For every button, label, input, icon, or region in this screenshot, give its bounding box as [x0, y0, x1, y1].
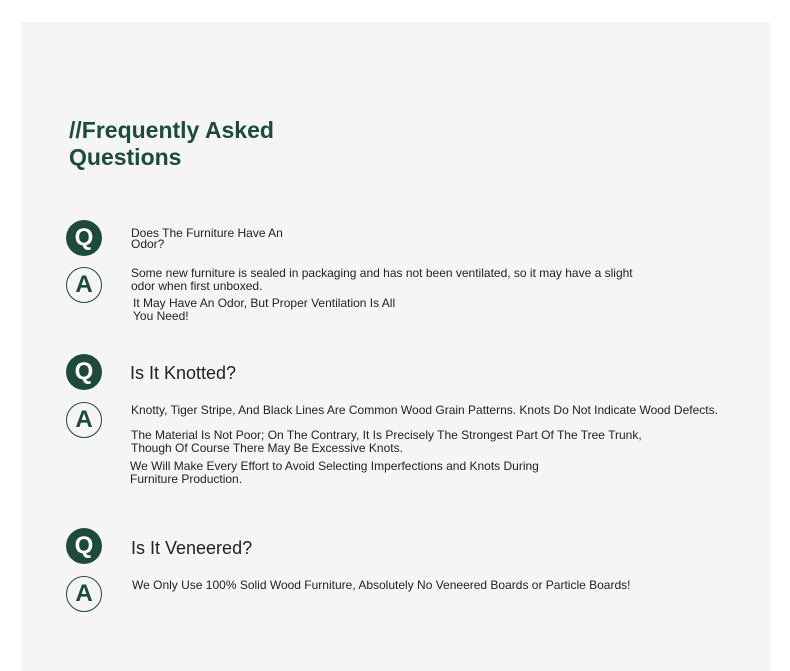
faq-question: Is It Knotted? — [130, 363, 237, 383]
faq-answer: Some new furniture is sealed in packaging and has not been ventilated, so it may have a slight odor when first unboxed. — [131, 266, 633, 293]
faq-answer: It May Have An Odor, But Proper Ventilation Is All You Need! — [133, 296, 396, 323]
answer-badge: A — [66, 402, 102, 438]
faq-panel — [21, 22, 770, 671]
faq-answer: The Material Is Not Poor; On The Contrary, It Is Precisely The Strongest Part Of The Tree Trunk, Though Of Course There May Be Excessive Knots. — [131, 428, 642, 455]
faq-answer: We Will Make Every Effort to Avoid Selecting Imperfections and Knots During Furniture Production. — [130, 459, 539, 486]
question-badge: Q — [66, 528, 102, 564]
answer-badge: A — [66, 576, 102, 612]
faq-answer: Knotty, Tiger Stripe, And Black Lines Are Common Wood Grain Patterns. Knots Do Not Indicate Wood Defects. — [131, 403, 718, 417]
faq-answer: We Only Use 100% Solid Wood Furniture, Absolutely No Veneered Boards or Particle Boards! — [132, 578, 631, 592]
faq-question: Is It Veneered? — [131, 538, 253, 558]
faq-title: //Frequently Asked Questions — [69, 117, 274, 170]
question-badge: Q — [66, 220, 102, 256]
question-badge: Q — [66, 354, 102, 390]
faq-question: Does The Furniture Have An Odor? — [131, 226, 283, 251]
answer-badge: A — [66, 267, 102, 303]
